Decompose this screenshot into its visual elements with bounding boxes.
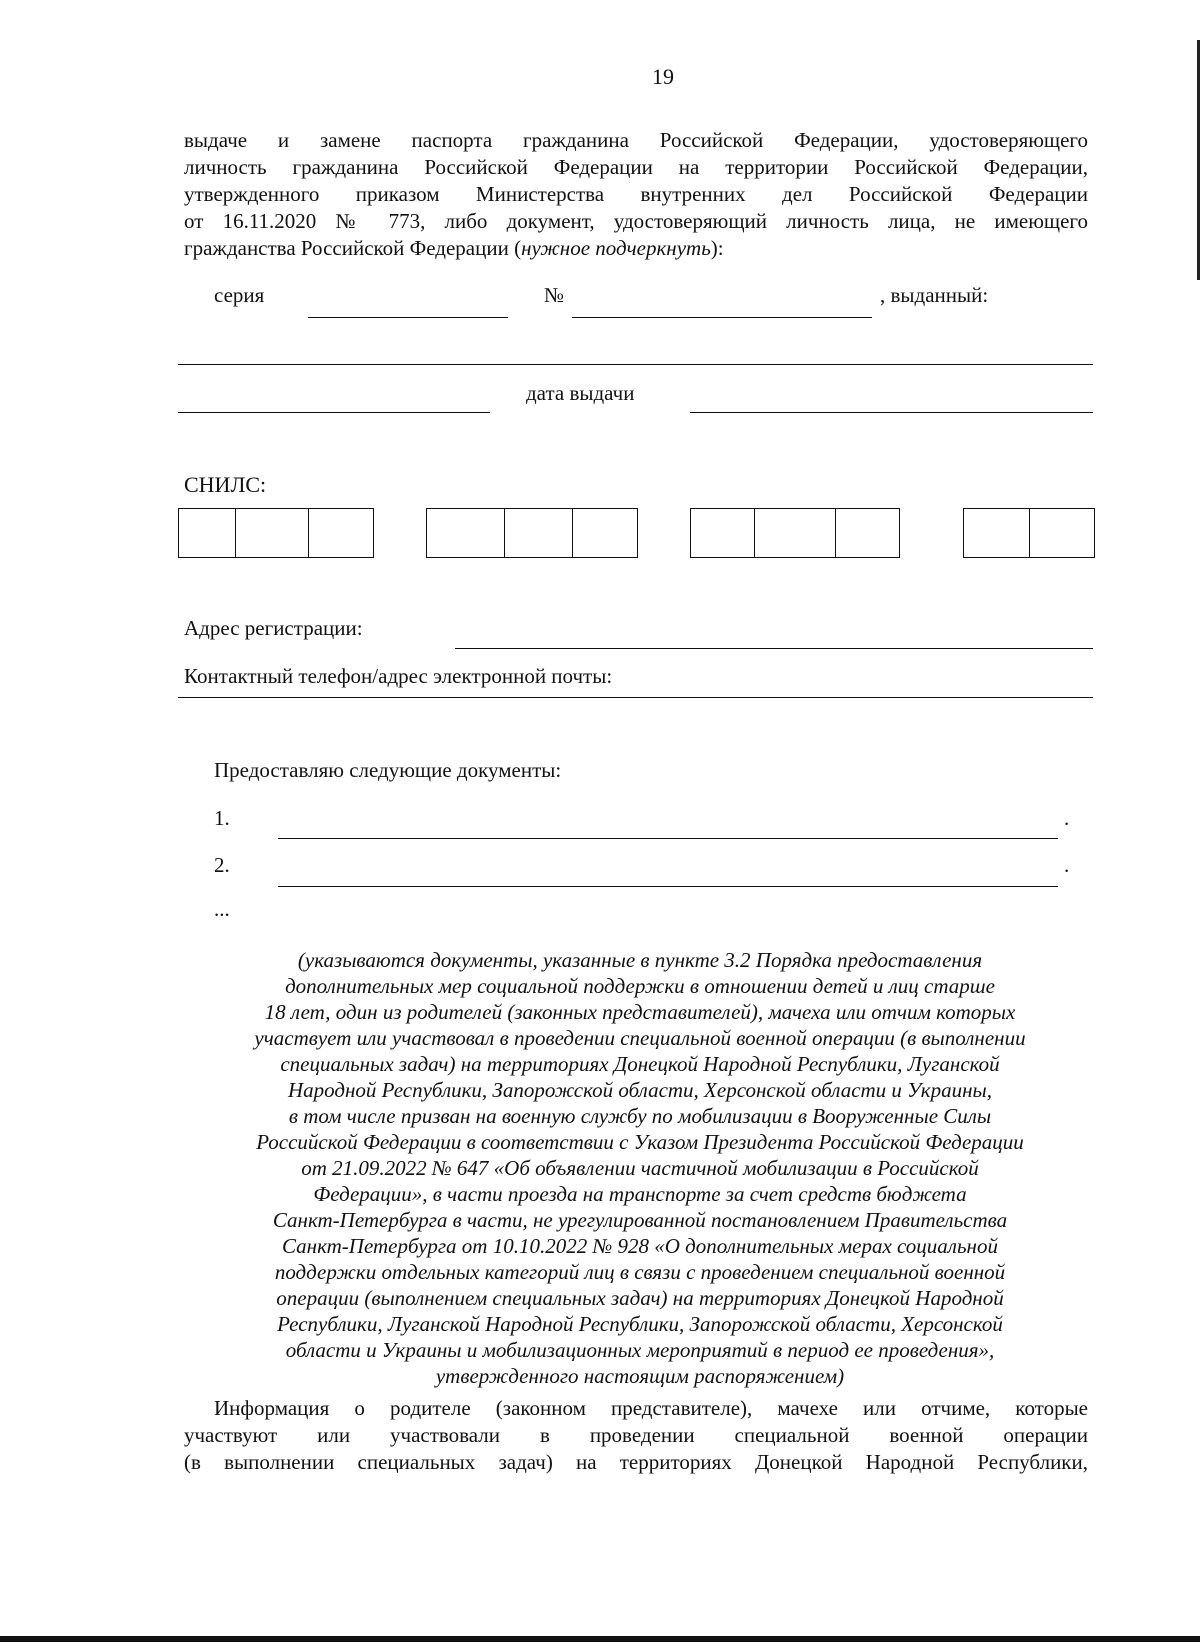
series-field[interactable] bbox=[308, 317, 508, 318]
snils-cell-divider bbox=[835, 509, 836, 557]
series-label: серия bbox=[214, 283, 265, 307]
note-line: Санкт-Петербурга от 10.10.2022 № 928 «О дополнительных мерах социальной bbox=[282, 1234, 998, 1258]
note-line: от 21.09.2022 № 647 «Об объявлении частичной мобилизации в Российской bbox=[301, 1156, 979, 1180]
intro-last-end: ): bbox=[710, 236, 724, 260]
snils-cell-divider bbox=[235, 509, 236, 557]
document-item-number: 2. bbox=[214, 853, 230, 877]
intro-line: выдаче и замене паспорта гражданина Российской Федерации, удостоверяющего bbox=[184, 128, 1088, 152]
note-line: в том числе призван на военную службу по мобилизации в Вооруженные Силы bbox=[288, 1104, 992, 1128]
issued-by-field-2[interactable] bbox=[178, 412, 490, 413]
documents-heading: Предоставляю следующие документы: bbox=[214, 758, 562, 782]
issued-by-field[interactable] bbox=[178, 364, 1093, 365]
note-line: Республики, Луганской Народной Республики, Запорожской области, Херсонской bbox=[277, 1312, 1003, 1336]
snils-cell-divider bbox=[754, 509, 755, 557]
note-line: (указываются документы, указанные в пункте 3.2 Порядка предоставления bbox=[297, 948, 983, 972]
document-item-number: 1. bbox=[214, 806, 230, 830]
intro-line: личность гражданина Российской Федерации на территории Российской Федерации, bbox=[184, 155, 1088, 179]
address-label: Адрес регистрации: bbox=[184, 616, 363, 640]
note-line: Российской Федерации в соответствии с Указом Президента Российской Федерации bbox=[256, 1130, 1024, 1154]
note-line: специальных задач) на территориях Донецкой Народной Республики, Луганской bbox=[280, 1052, 1000, 1076]
documents-ellipsis: ... bbox=[214, 897, 230, 921]
issue-date-label: дата выдачи bbox=[526, 381, 635, 405]
document-item-1-field[interactable] bbox=[278, 838, 1058, 839]
info-line: Информация о родителе (законном представителе), мачехе или отчиме, которые bbox=[214, 1396, 1088, 1420]
note-line: операции (выполнением специальных задач) на территориях Донецкой Народной bbox=[276, 1286, 1004, 1310]
note-line: поддержки отдельных категорий лиц в связи с проведением специальной военной bbox=[274, 1260, 1006, 1284]
note-line: 18 лет, один из родителей (законных представителей), мачеха или отчим которых bbox=[264, 1000, 1016, 1024]
note-line: утвержденного настоящим распоряжением) bbox=[435, 1364, 845, 1388]
note-line: Народной Республики, Запорожской области, Херсонской области и Украины, bbox=[287, 1078, 993, 1102]
scan-bottom-edge bbox=[0, 1636, 1200, 1642]
number-field[interactable] bbox=[572, 317, 872, 318]
snils-group-1[interactable] bbox=[178, 508, 374, 558]
snils-group-4[interactable] bbox=[963, 508, 1095, 558]
documents-note bbox=[170, 947, 1110, 1389]
document-item-end: . bbox=[1064, 806, 1070, 830]
document-item-end: . bbox=[1064, 853, 1070, 877]
document-item-2-field[interactable] bbox=[278, 886, 1058, 887]
snils-label: СНИЛС: bbox=[184, 472, 267, 497]
phone-email-label: Контактный телефон/адрес электронной почты: bbox=[184, 664, 613, 688]
note-line: дополнительных мер социальной поддержки в отношении детей и лиц старше bbox=[285, 974, 995, 998]
page-number: 19 bbox=[652, 64, 674, 89]
phone-email-field[interactable] bbox=[178, 697, 1093, 698]
snils-cell-divider bbox=[572, 509, 573, 557]
address-field[interactable] bbox=[455, 648, 1093, 649]
snils-cell-divider bbox=[1029, 509, 1030, 557]
info-line: участвуют или участвовали в проведении специальной военной операции bbox=[184, 1423, 1088, 1447]
note-line: участвует или участвовал в проведении специальной военной операции (в выполнении bbox=[254, 1026, 1026, 1050]
note-line: Федерации», в части проезда на транспорте за счет средств бюджета bbox=[313, 1182, 967, 1206]
intro-underline-hint: нужное подчеркнуть bbox=[521, 236, 711, 260]
snils-cell-divider bbox=[504, 509, 505, 557]
snils-group-3[interactable] bbox=[690, 508, 900, 558]
issued-label: , выданный: bbox=[880, 283, 989, 307]
note-line: области и Украины и мобилизационных мероприятий в период ее проведения», bbox=[285, 1338, 995, 1362]
snils-group-2[interactable] bbox=[426, 508, 638, 558]
intro-last-plain: гражданства Российской Федерации ( bbox=[184, 236, 522, 260]
intro-line: от 16.11.2020 № 773, либо документ, удостоверяющий личность лица, не имеющего bbox=[184, 209, 1088, 233]
intro-last-line bbox=[184, 235, 724, 261]
note-line: Санкт-Петербурга в части, не урегулированной постановлением Правительства bbox=[272, 1208, 1008, 1232]
snils-cell-divider bbox=[308, 509, 309, 557]
info-line: (в выполнении специальных задач) на территориях Донецкой Народной Республики, bbox=[184, 1450, 1088, 1474]
number-label: № bbox=[544, 283, 565, 307]
intro-line: утвержденного приказом Министерства внутренних дел Российской Федерации bbox=[184, 182, 1088, 206]
issue-date-field[interactable] bbox=[690, 412, 1093, 413]
